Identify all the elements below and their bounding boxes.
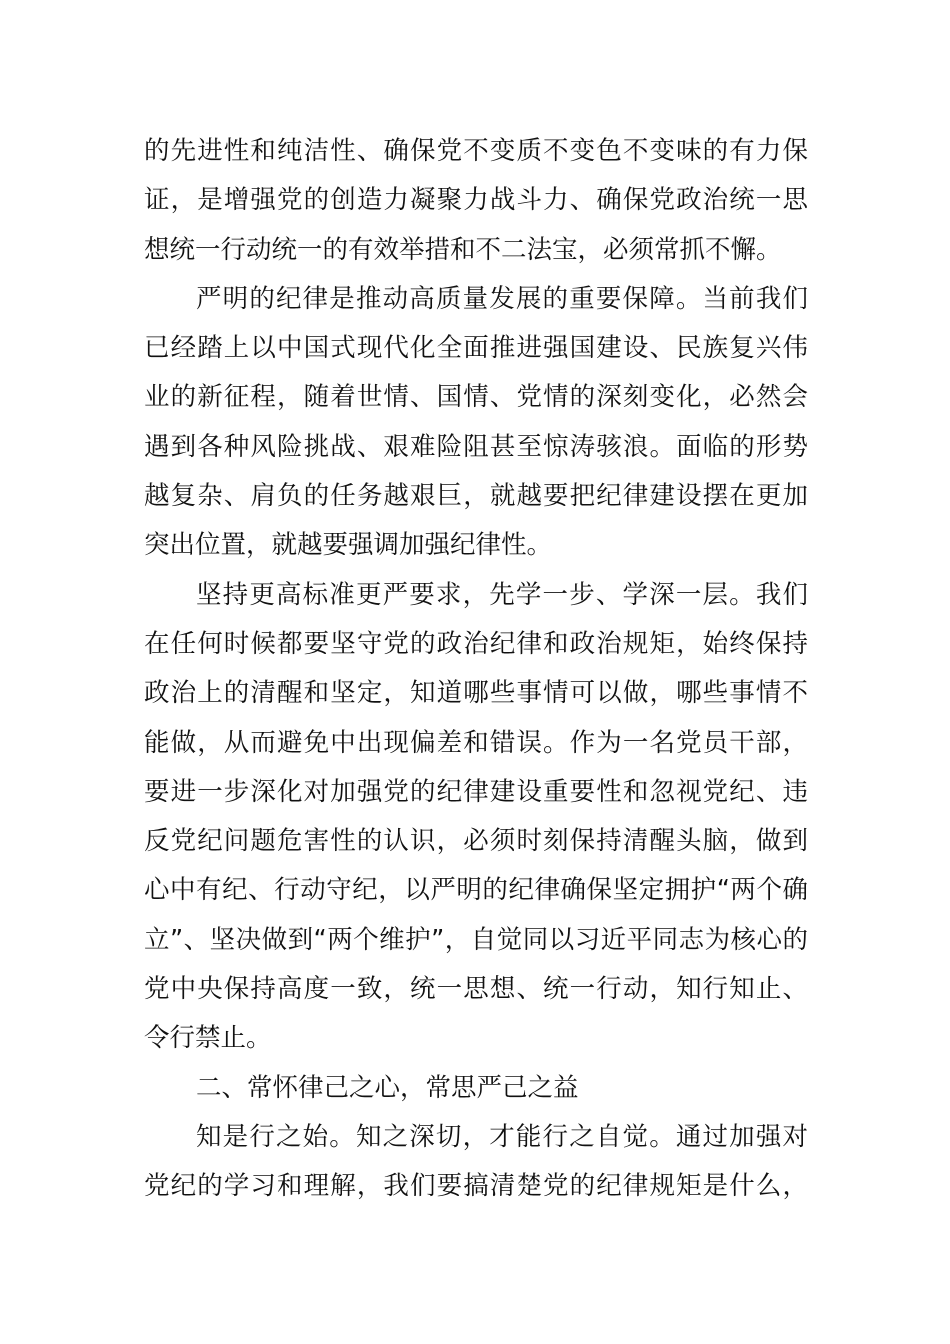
text-line: 心中有纪、行动守纪，以严明的纪律确保坚定拥护“两个确 [144,875,808,906]
document-body [144,127,808,1212]
text-line: 党中央保持高度一致，统一思想、统一行动，知行知止、 [144,974,808,1005]
text-line: 反党纪问题危害性的认识，必须时刻保持清醒头脑，做到 [144,826,808,857]
paragraph-first-line: 严明的纪律是推动高质量发展的重要保障。当前我们 [196,283,808,314]
section-heading: 二、常怀律己之心，常思严己之益 [196,1072,579,1103]
text-line: 业的新征程，随着世情、国情、党情的深刻变化，必然会 [144,382,808,413]
text-line: 党纪的学习和理解，我们要搞清楚党的纪律规矩是什么， [144,1171,808,1202]
text-line: 令行禁止。 [144,1023,272,1054]
text-line: 的先进性和纯洁性、确保党不变质不变色不变味的有力保 [144,136,808,166]
text-line: 突出位置，就越要强调加强纪律性。 [144,530,553,561]
paragraph-first-line: 知是行之始。知之深切，才能行之自觉。通过加强对 [196,1121,808,1152]
paragraph-first-line: 坚持更高标准更严要求，先学一步、学深一层。我们 [196,579,808,610]
text-line: 要进一步深化对加强党的纪律建设重要性和忽视党纪、违 [144,776,808,807]
text-line: 越复杂、肩负的任务越艰巨，就越要把纪律建设摆在更加 [144,481,808,512]
text-line: 遇到各种风险挑战、艰难险阻甚至惊涛骇浪。面临的形势 [144,431,808,462]
text-line: 能做，从而避免中出现偏差和错误。作为一名党员干部， [144,727,808,758]
text-line: 证，是增强党的创造力凝聚力战斗力、确保党政治统一思 [144,185,808,216]
text-line: 立”、坚决做到“两个维护”，自觉同以习近平同志为核心的 [144,924,808,955]
text-line: 已经踏上以中国式现代化全面推进强国建设、民族复兴伟 [144,333,808,364]
text-line: 想统一行动统一的有效举措和不二法宝，必须常抓不懈。 [144,234,782,265]
text-line: 在任何时候都要坚守党的政治纪律和政治规矩，始终保持 [144,628,808,659]
text-line: 政治上的清醒和坚定，知道哪些事情可以做，哪些事情不 [144,678,808,709]
